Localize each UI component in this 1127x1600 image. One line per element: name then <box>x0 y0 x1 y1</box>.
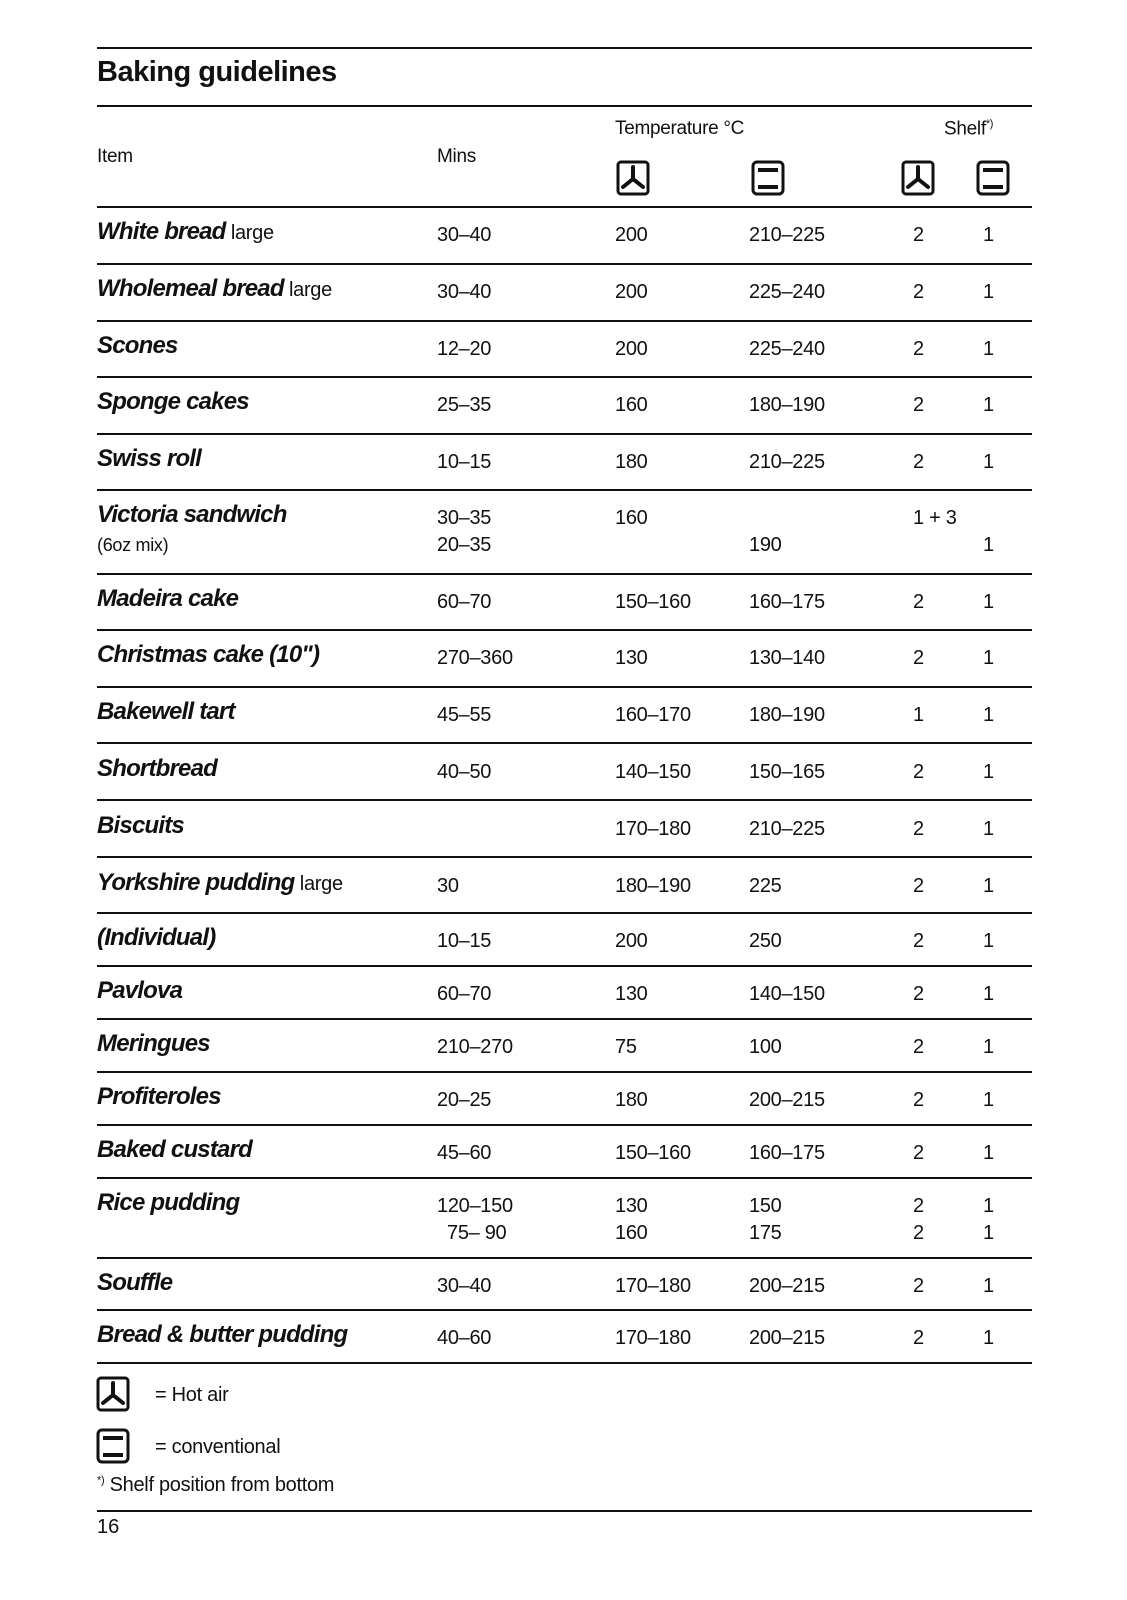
header-item: Item <box>97 146 133 167</box>
legend-hot-air: = Hot air <box>155 1384 229 1406</box>
mins: 12–20 <box>437 338 492 360</box>
row-separator <box>97 965 1032 967</box>
conventional-temp: 210–225 <box>749 818 825 840</box>
shelf-conventional-second: 1 <box>983 1222 994 1244</box>
conventional-temp: 225 <box>749 875 782 897</box>
shelf-conventional: 1 <box>983 224 994 246</box>
item-name-cell <box>97 925 215 952</box>
hot-air-temp: 160–170 <box>615 704 691 726</box>
item-name: Meringues <box>97 1030 210 1057</box>
shelf-conventional: 1 <box>983 983 994 1005</box>
mins: 25–35 <box>437 394 492 416</box>
row-separator <box>97 912 1032 914</box>
conventional-temp-second: 190 <box>749 534 782 556</box>
mins: 270–360 <box>437 647 513 669</box>
mins: 30–40 <box>437 281 492 303</box>
shelf-hot-air: 2 <box>913 1327 924 1349</box>
item-name: Sponge cakes <box>97 388 249 415</box>
shelf-conventional: 1 <box>983 591 994 613</box>
row-separator <box>97 1018 1032 1020</box>
mins: 60–70 <box>437 983 492 1005</box>
shelf-hot-air: 2 <box>913 591 924 613</box>
conventional-temp: 200–215 <box>749 1089 825 1111</box>
header-shelf-label: Shelf <box>944 118 986 140</box>
item-name: Bakewell tart <box>97 698 235 725</box>
row-separator <box>97 686 1032 688</box>
item-name-cell <box>97 1270 172 1297</box>
header-shelf-mark: *) <box>985 118 994 130</box>
conventional-temp: 225–240 <box>749 281 825 303</box>
shelf-hot-air: 2 <box>913 818 924 840</box>
mins: 30 <box>437 875 459 897</box>
item-name: (Individual) <box>97 924 216 951</box>
row-separator <box>97 263 1032 265</box>
row-separator <box>97 742 1032 744</box>
hot-air-temp: 180 <box>615 451 648 473</box>
shelf-hot-air: 1 <box>913 704 924 726</box>
shelf-hot-air: 1 + 3 <box>913 507 957 529</box>
row-separator <box>97 320 1032 322</box>
hot-air-temp: 200 <box>615 224 648 246</box>
header-rule <box>97 206 1032 208</box>
item-name-cell <box>97 1322 347 1349</box>
page-title: Baking guidelines <box>97 56 337 88</box>
shelf-hot-air-second: 2 <box>913 1222 924 1244</box>
conventional-temp: 250 <box>749 930 782 952</box>
hot-air-temp: 150–160 <box>615 591 691 613</box>
top-rule <box>97 47 1032 49</box>
hot-air-fan-icon <box>96 1376 130 1412</box>
row-separator <box>97 1177 1032 1179</box>
item-name-cell <box>97 1031 210 1058</box>
mins: 60–70 <box>437 591 492 613</box>
hot-air-temp: 75 <box>615 1036 637 1058</box>
item-name-cell <box>97 219 274 246</box>
shelf-conventional: 1 <box>983 451 994 473</box>
shelf-conventional: 1 <box>983 818 994 840</box>
footnote <box>97 1474 334 1497</box>
hot-air-temp: 160 <box>615 507 648 529</box>
item-name-cell <box>97 502 287 529</box>
footnote-text: Shelf position from bottom <box>109 1474 335 1496</box>
item-name: Scones <box>97 332 178 359</box>
footnote-mark: *) <box>97 1474 105 1487</box>
shelf-conventional: 1 <box>983 1327 994 1349</box>
item-name-cell <box>97 756 217 783</box>
item-name-cell <box>97 389 249 416</box>
shelf-hot-air: 2 <box>913 875 924 897</box>
mins: 30–40 <box>437 1275 492 1297</box>
conventional-temp: 210–225 <box>749 224 825 246</box>
mins: 40–60 <box>437 1327 492 1349</box>
item-name-cell <box>97 1137 252 1164</box>
item-name: Profiteroles <box>97 1083 221 1110</box>
conventional-temp: 210–225 <box>749 451 825 473</box>
item-name: Bread & butter pudding <box>97 1321 348 1348</box>
mins: 45–55 <box>437 704 492 726</box>
shelf-hot-air: 2 <box>913 338 924 360</box>
mins: 10–15 <box>437 451 492 473</box>
conventional-temp: 150 <box>749 1195 782 1217</box>
row-separator <box>97 433 1032 435</box>
hot-air-temp: 130 <box>615 983 648 1005</box>
item-name: Wholemeal bread <box>97 275 284 302</box>
row-separator <box>97 489 1032 491</box>
mins: 30–40 <box>437 224 492 246</box>
item-name-cell <box>97 586 238 613</box>
shelf-conventional: 1 <box>983 1089 994 1111</box>
shelf-hot-air: 2 <box>913 1275 924 1297</box>
item-name: Souffle <box>97 1269 173 1296</box>
footer-rule <box>97 1510 1032 1512</box>
row-separator <box>97 1071 1032 1073</box>
item-name-cell <box>97 978 182 1005</box>
conventional-temp: 180–190 <box>749 704 825 726</box>
item-name: Yorkshire pudding <box>97 869 295 896</box>
shelf-conventional-second: 1 <box>983 534 994 556</box>
shelf-hot-air: 2 <box>913 451 924 473</box>
hot-air-temp: 170–180 <box>615 818 691 840</box>
shelf-hot-air: 2 <box>913 224 924 246</box>
item-name: Christmas cake (10") <box>97 641 320 668</box>
row-separator <box>97 1257 1032 1259</box>
item-note: (6oz mix) <box>97 535 169 555</box>
shelf-conventional: 1 <box>983 1275 994 1297</box>
conventional-temp: 150–165 <box>749 761 825 783</box>
row-separator <box>97 1309 1032 1311</box>
mins: 45–60 <box>437 1142 492 1164</box>
shelf-hot-air: 2 <box>913 1142 924 1164</box>
conventional-temp: 130–140 <box>749 647 825 669</box>
shelf-hot-air: 2 <box>913 1195 924 1217</box>
mins: 120–150 <box>437 1195 513 1217</box>
shelf-conventional: 1 <box>983 1195 994 1217</box>
shelf-hot-air: 2 <box>913 281 924 303</box>
hot-air-temp: 130 <box>615 1195 648 1217</box>
mins-second: 75– 90 <box>447 1222 507 1244</box>
item-size: large <box>230 222 274 244</box>
mins: 40–50 <box>437 761 492 783</box>
hot-air-temp: 200 <box>615 930 648 952</box>
row-separator <box>97 1124 1032 1126</box>
conventional-temp: 160–175 <box>749 1142 825 1164</box>
item-name: Pavlova <box>97 977 183 1004</box>
shelf-hot-air: 2 <box>913 394 924 416</box>
shelf-conventional: 1 <box>983 704 994 726</box>
item-name-cell <box>97 276 332 303</box>
shelf-hot-air: 2 <box>913 1036 924 1058</box>
shelf-hot-air: 2 <box>913 647 924 669</box>
conventional-oven-icon <box>96 1428 130 1464</box>
item-name-cell <box>97 699 235 726</box>
hot-air-temp: 170–180 <box>615 1275 691 1297</box>
hot-air-temp: 180–190 <box>615 875 691 897</box>
conventional-temp: 160–175 <box>749 591 825 613</box>
hot-air-temp: 200 <box>615 338 648 360</box>
row-separator <box>97 573 1032 575</box>
hot-air-temp-second: 160 <box>615 1222 648 1244</box>
item-name: Swiss roll <box>97 445 202 472</box>
row-separator <box>97 376 1032 378</box>
mins: 30–35 <box>437 507 492 529</box>
row-separator <box>97 799 1032 801</box>
row-separator <box>97 1362 1032 1364</box>
conventional-temp: 200–215 <box>749 1327 825 1349</box>
legend-conventional: = conventional <box>155 1436 281 1458</box>
header-temperature: Temperature °C <box>615 118 745 139</box>
shelf-conventional: 1 <box>983 875 994 897</box>
shelf-conventional: 1 <box>983 647 994 669</box>
page-number: 16 <box>97 1516 120 1538</box>
hot-air-temp: 130 <box>615 647 648 669</box>
shelf-hot-air: 2 <box>913 983 924 1005</box>
item-name-cell <box>97 870 343 897</box>
hot-air-temp: 180 <box>615 1089 648 1111</box>
conventional-temp: 100 <box>749 1036 782 1058</box>
item-name-cell <box>97 1190 239 1217</box>
conventional-temp-second: 175 <box>749 1222 782 1244</box>
shelf-hot-air: 2 <box>913 930 924 952</box>
item-name-cell <box>97 446 201 473</box>
item-name: Madeira cake <box>97 585 239 612</box>
conventional-oven-icon <box>976 160 1010 196</box>
conventional-oven-icon <box>751 160 785 196</box>
shelf-hot-air: 2 <box>913 761 924 783</box>
shelf-conventional: 1 <box>983 281 994 303</box>
mins-second: 20–35 <box>437 534 492 556</box>
item-name-cell <box>97 333 178 360</box>
mins: 20–25 <box>437 1089 492 1111</box>
header-shelf <box>944 118 993 140</box>
item-name: Victoria sandwich <box>97 501 287 528</box>
item-name-cell <box>97 813 184 840</box>
hot-air-fan-icon <box>901 160 935 196</box>
item-name: Biscuits <box>97 812 184 839</box>
item-name: Shortbread <box>97 755 218 782</box>
conventional-temp: 225–240 <box>749 338 825 360</box>
header-mins: Mins <box>437 146 476 167</box>
shelf-conventional: 1 <box>983 930 994 952</box>
shelf-conventional: 1 <box>983 338 994 360</box>
row-separator <box>97 629 1032 631</box>
hot-air-temp: 160 <box>615 394 648 416</box>
conventional-temp: 200–215 <box>749 1275 825 1297</box>
item-size: large <box>288 279 332 301</box>
shelf-conventional: 1 <box>983 1036 994 1058</box>
hot-air-temp: 170–180 <box>615 1327 691 1349</box>
row-separator <box>97 856 1032 858</box>
item-name: Rice pudding <box>97 1189 240 1216</box>
mins: 10–15 <box>437 930 492 952</box>
mins: 210–270 <box>437 1036 513 1058</box>
shelf-conventional: 1 <box>983 394 994 416</box>
hot-air-temp: 140–150 <box>615 761 691 783</box>
item-name: White bread <box>97 218 226 245</box>
shelf-conventional: 1 <box>983 761 994 783</box>
hot-air-temp: 200 <box>615 281 648 303</box>
item-name-cell <box>97 1084 221 1111</box>
hot-air-fan-icon <box>616 160 650 196</box>
hot-air-temp: 150–160 <box>615 1142 691 1164</box>
item-name-cell <box>97 642 319 669</box>
item-name: Baked custard <box>97 1136 252 1163</box>
conventional-temp: 140–150 <box>749 983 825 1005</box>
title-rule <box>97 105 1032 107</box>
item-size: large <box>299 873 343 895</box>
shelf-conventional: 1 <box>983 1142 994 1164</box>
conventional-temp: 180–190 <box>749 394 825 416</box>
shelf-hot-air: 2 <box>913 1089 924 1111</box>
